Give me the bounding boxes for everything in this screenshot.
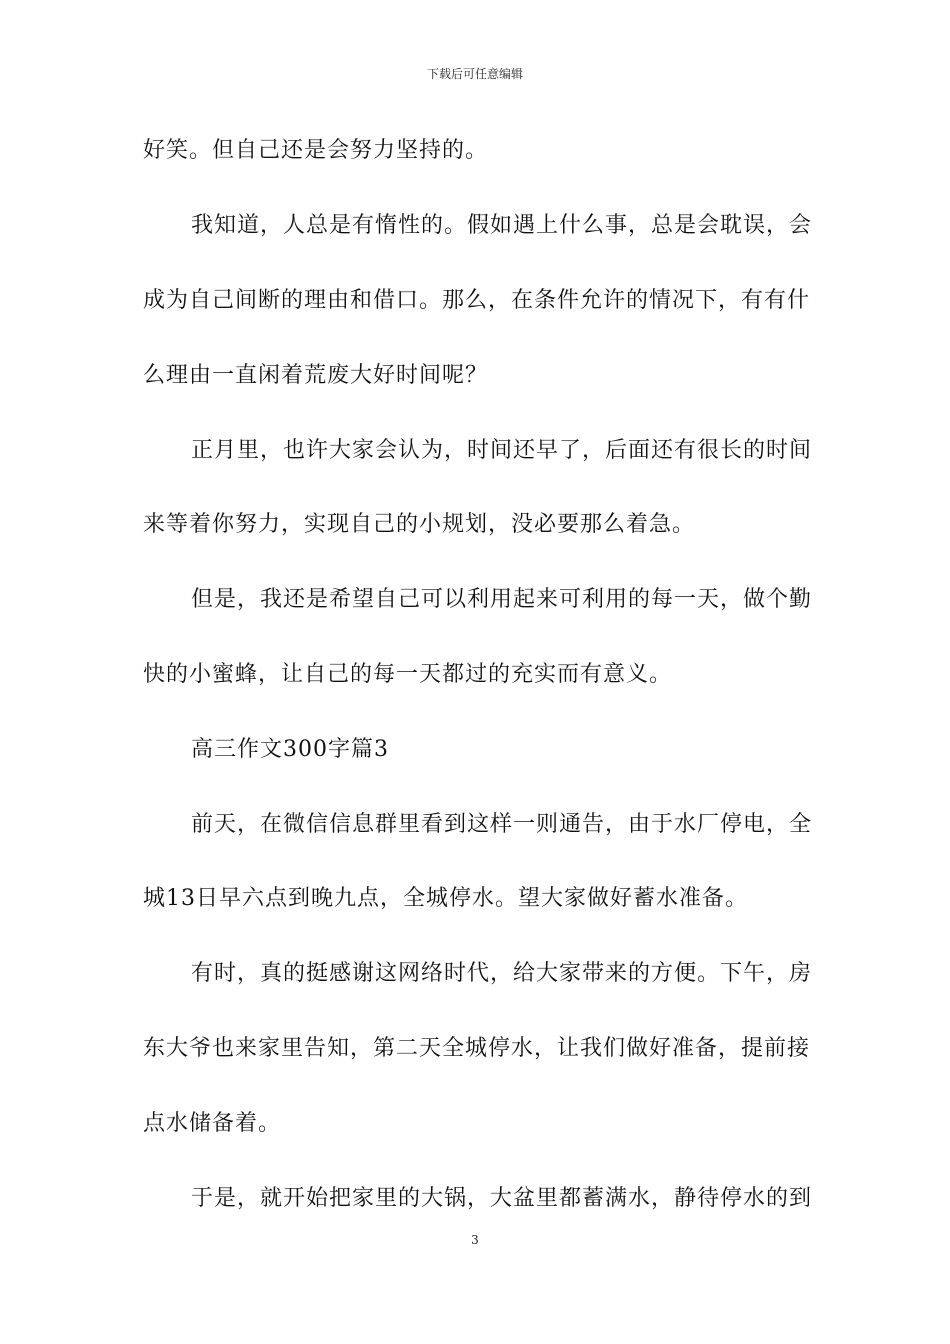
section-heading: 高三作文300字篇3	[191, 737, 389, 762]
text-line: 有时，真的挺感谢这网络时代，给大家带来的方便。下午，房	[191, 961, 813, 986]
text-line: 于是，就开始把家里的大锅，大盆里都蓄满水，静待停水的到	[191, 1186, 813, 1211]
text-line: 好笑。但自己还是会努力坚持的。	[143, 138, 489, 163]
text-line: 么理由一直闲着荒废大好时间呢？	[143, 363, 489, 388]
text-line: 但是，我还是希望自己可以利用起来可利用的每一天，做个勤	[191, 587, 813, 612]
text-line: 点水储备着。	[143, 1111, 282, 1136]
text-line: 东大爷也来家里告知，第二天全城停水，让我们做好准备，提前接	[143, 1036, 811, 1061]
text-line: 城13日早六点到晚九点，全城停水。望大家做好蓄水准备。	[143, 886, 748, 911]
text-line: 来等着你努力，实现自己的小规划，没必要那么着急。	[143, 512, 696, 537]
text-line: 我知道，人总是有惰性的。假如遇上什么事，总是会耽误，会	[191, 213, 813, 238]
text-line: 快的小蜜蜂，让自己的每一天都过的充实而有意义。	[143, 662, 673, 687]
text-line: 前天，在微信信息群里看到这样一则通告，由于水厂停电，全	[191, 812, 813, 837]
page-number: 3	[471, 1233, 479, 1247]
page-header-note: 下载后可任意编辑	[426, 67, 523, 81]
text-line: 成为自己间断的理由和借口。那么，在条件允许的情况下，有有什	[143, 288, 811, 313]
text-line: 正月里，也许大家会认为，时间还早了，后面还有很长的时间	[191, 438, 813, 463]
